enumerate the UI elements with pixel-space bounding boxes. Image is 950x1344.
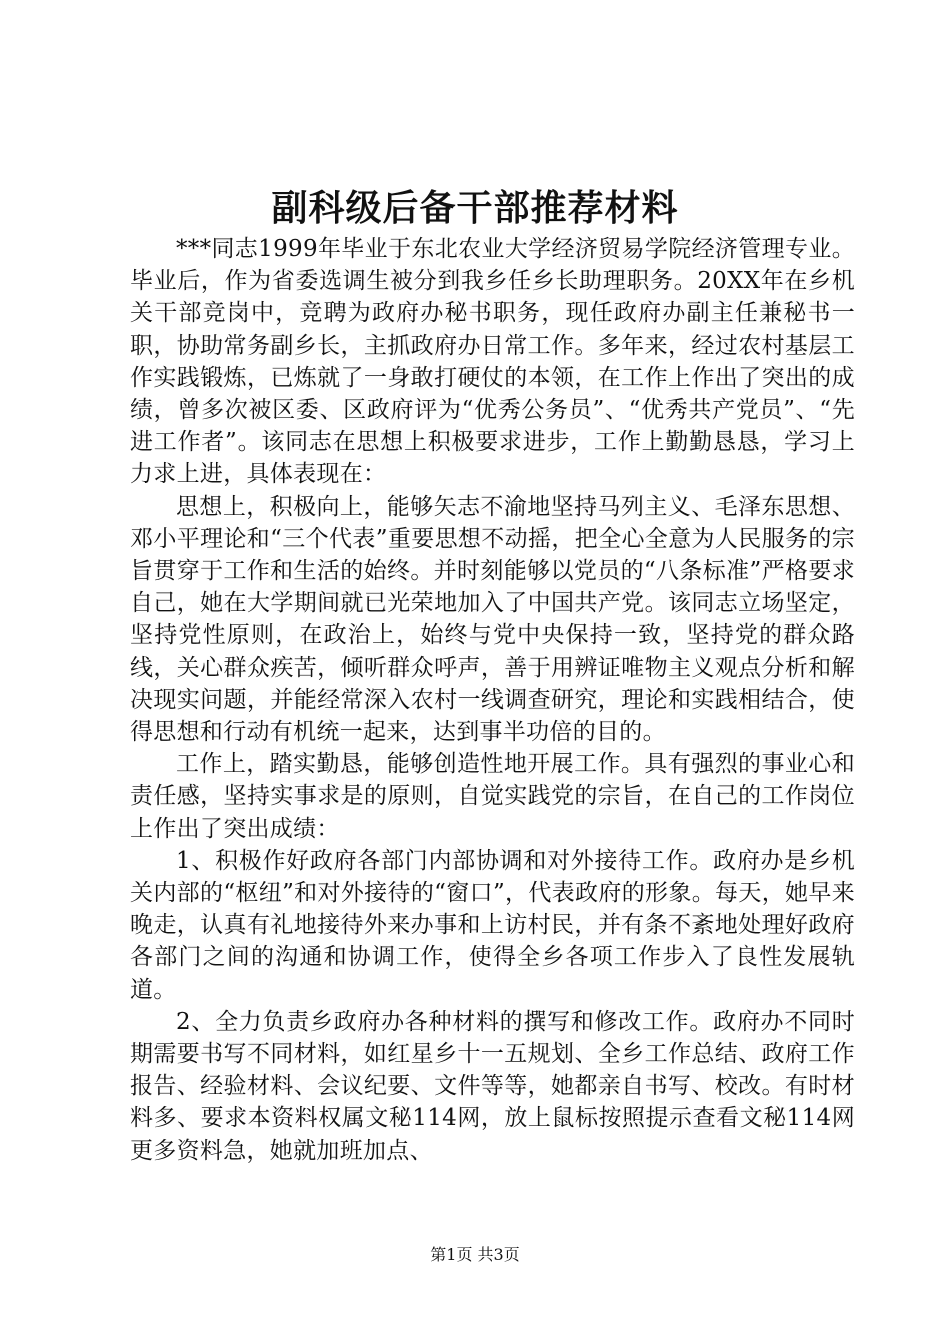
paragraph-work: 工作上，踏实勤恳，能够创造性地开展工作。具有强烈的事业心和责任感，坚持实事求是的原则，自觉实践党的宗旨，在自己的工作岗位上作出了突出成绩：: [130, 751, 855, 842]
document-body: [130, 233, 855, 1167]
document-title: 副科级后备干部推荐材料: [271, 187, 679, 229]
paragraph-item-1: 1、积极作好政府各部门内部协调和对外接待工作。政府办是乡机关内部的“枢纽”和对外接待的“窗口”，代表政府的形象。每天，她早来晚走，认真有礼地接待外来办事和上访村民，并有条不紊地处理好政府各部门之间的沟通和协调工作，使得全乡各项工作步入了良性发展轨道。: [130, 847, 855, 1003]
paragraph-item-2: 2、全力负责乡政府办各种材料的撰写和修改工作。政府办不同时期需要书写不同材料，如红星乡十一五规划、全乡工作总结、政府工作报告、经验材料、会议纪要、文件等等，她都亲自书写、校改。有时材料多、要求本资料权属文秘114网，放上鼠标按照提示查看文秘114网更多资料急，她就加班加点、: [130, 1008, 855, 1164]
paragraph-introduction: ***同志1999年毕业于东北农业大学经济贸易学院经济管理专业。毕业后，作为省委选调生被分到我乡任乡长助理职务。20XX年在乡机关干部竞岗中，竞聘为政府办秘书职务，现任政府办副主任兼秘书一职，协助常务副乡长，主抓政府办日常工作。多年来，经过农村基层工作实践锻炼，已炼就了一身敢打硬仗的本领，在工作上作出了突出的成绩，曾多次被区委、区政府评为“优秀公务员”、“优秀共产党员”、“先进工作者”。该同志在思想上积极要求进步，工作上勤勤恳恳，学习上力求上进，具体表现在：: [130, 236, 855, 488]
paragraph-ideology: 思想上，积极向上，能够矢志不渝地坚持马列主义、毛泽东思想、邓小平理论和“三个代表”重要思想不动摇，把全心全意为人民服务的宗旨贯穿于工作和生活的始终。并时刻能够以党员的“八条标准”严格要求自己，她在大学期间就已光荣地加入了中国共产党。该同志立场坚定，坚持党性原则，在政治上，始终与党中央保持一致，坚持党的群众路线，关心群众疾苦，倾听群众呼声，善于用辨证唯物主义观点分析和解决现实问题，并能经常深入农村一线调查研究，理论和实践相结合，使得思想和行动有机统一起来，达到事半功倍的目的。: [130, 493, 855, 746]
page-number-footer: 第1页 共3页: [430, 1245, 520, 1264]
